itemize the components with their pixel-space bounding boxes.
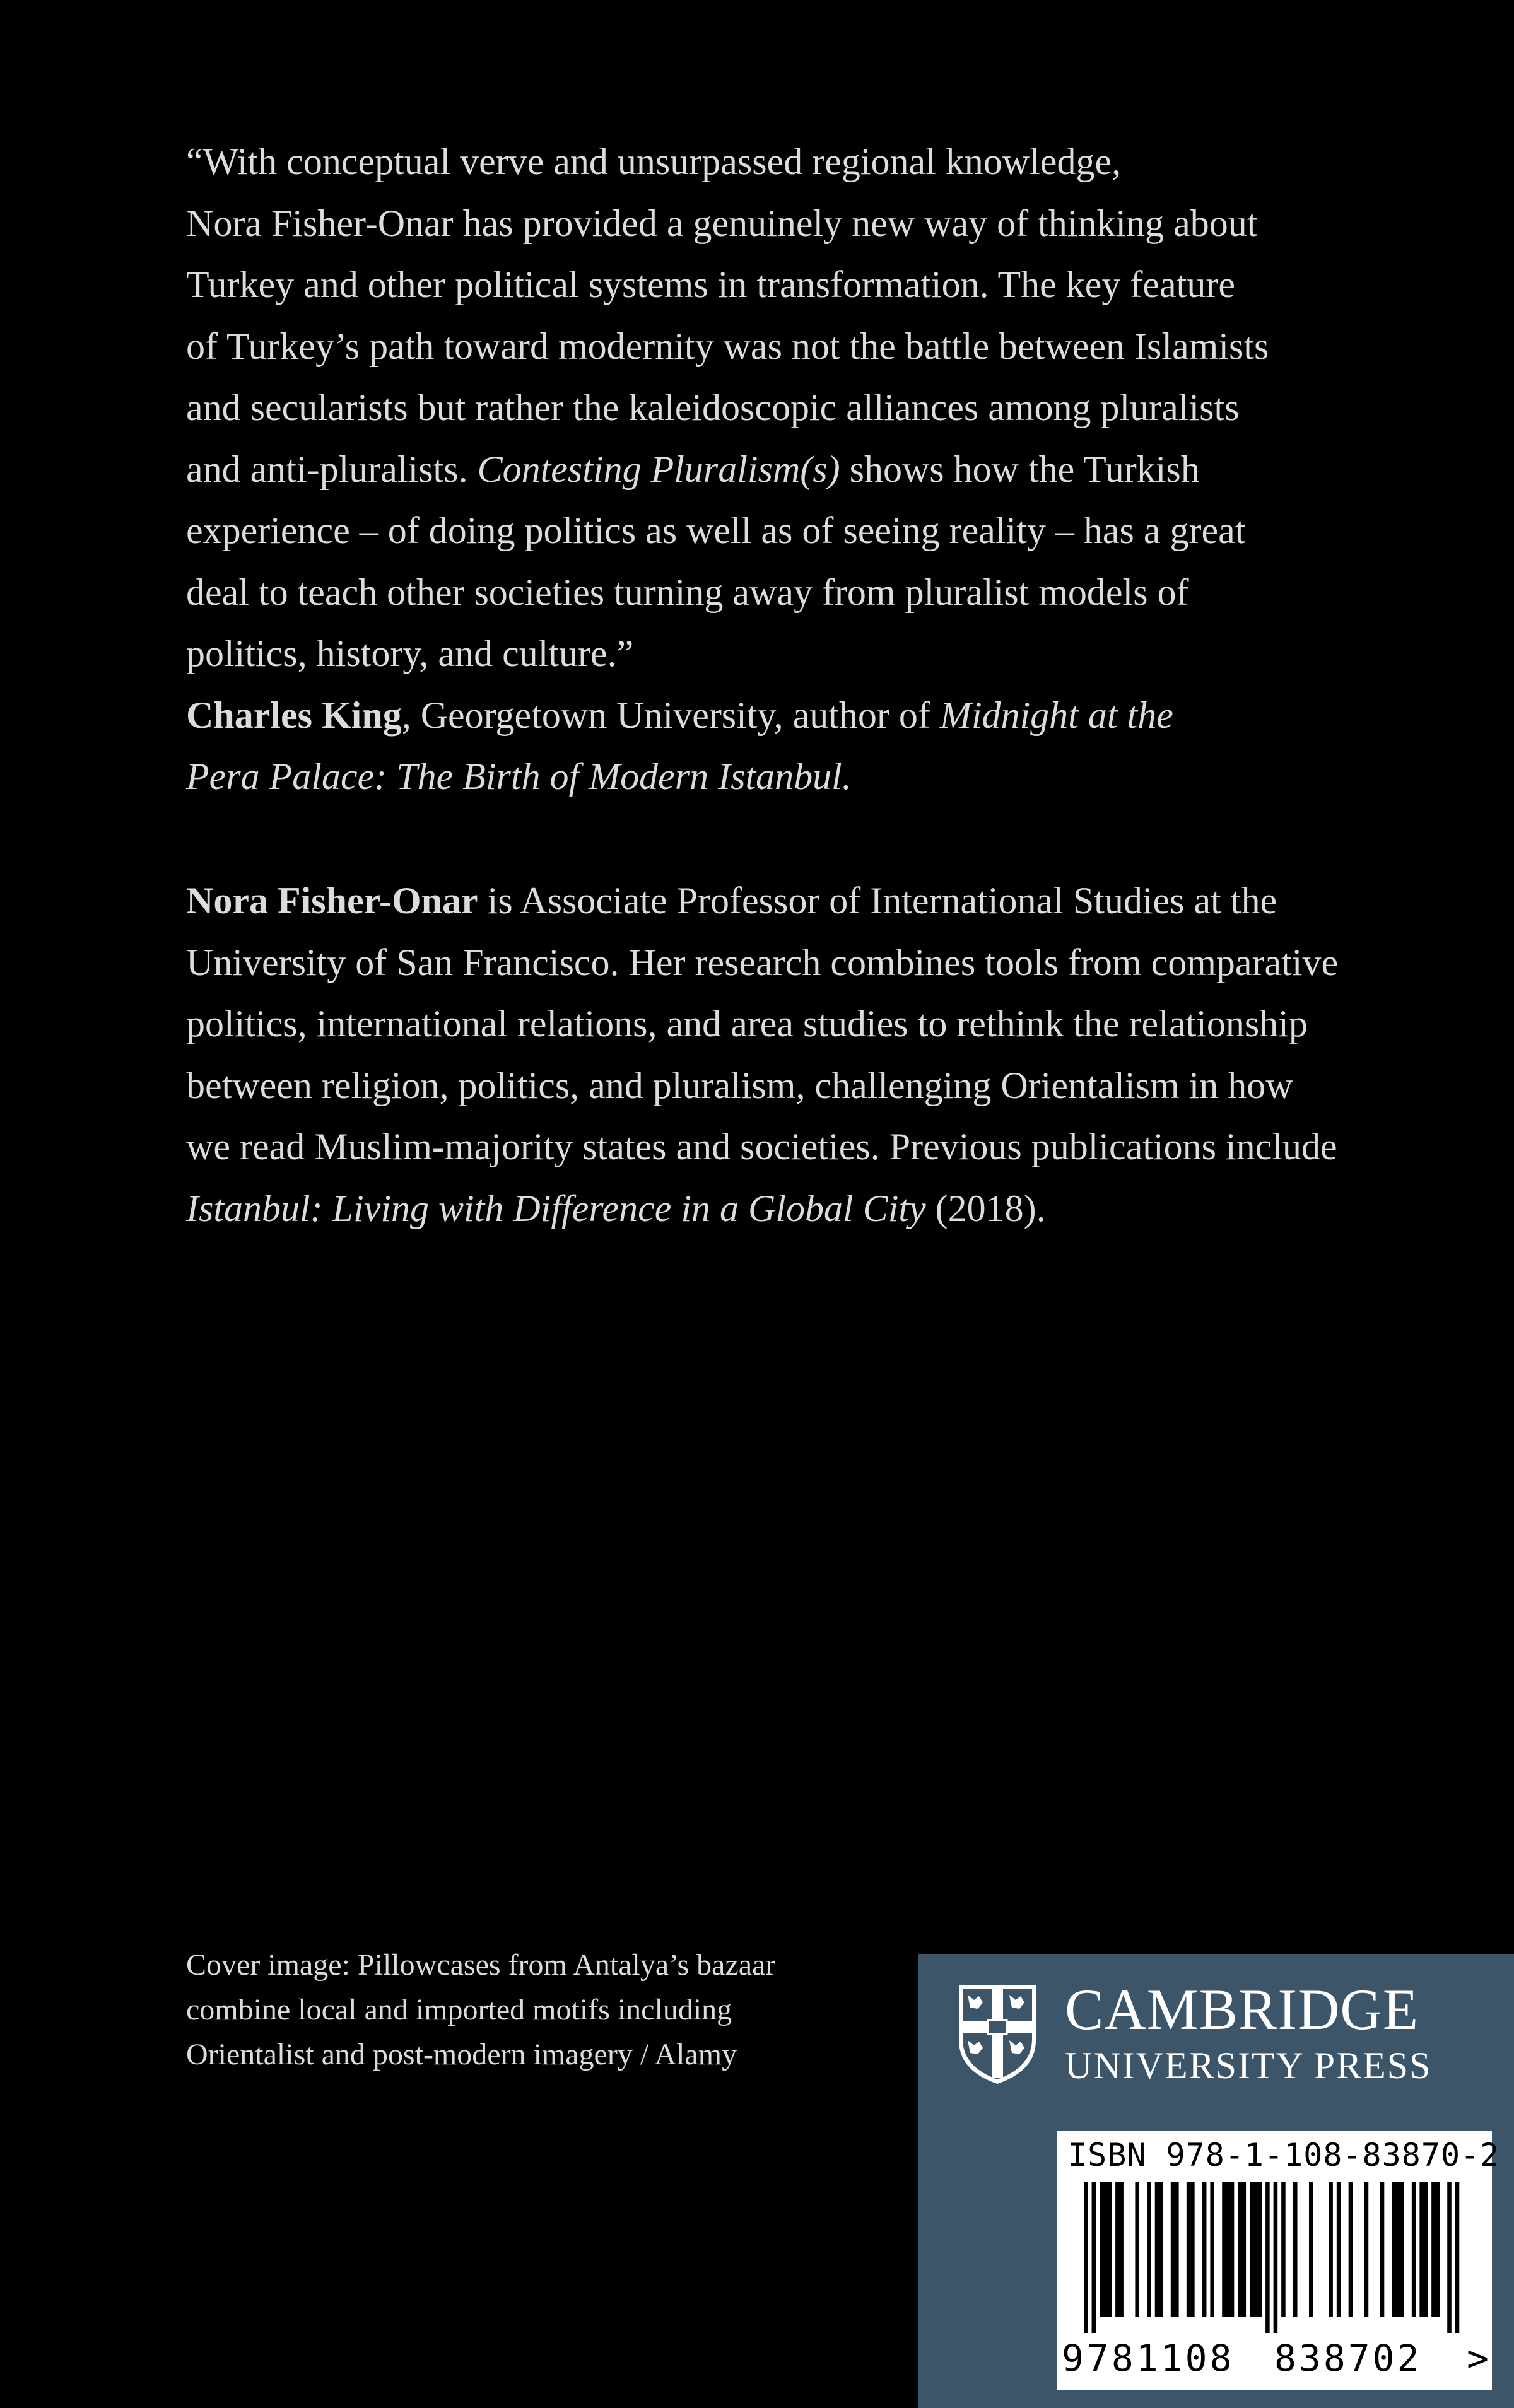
text-segment: is Associate Professor of International Studies at the: [478, 880, 1277, 921]
barcode-bar: [1274, 2182, 1278, 2333]
author-bio-line: [186, 1178, 1423, 1240]
italic-text: Midnight at the: [939, 694, 1173, 736]
publisher-panel: [918, 1954, 1514, 2408]
barcode-bar: [1435, 2182, 1440, 2317]
endorsement-line: [186, 623, 1423, 685]
text-segment: Turkey and other political systems in transformation. The key feature: [186, 264, 1235, 305]
italic-text: Contesting Pluralism(s): [477, 448, 840, 490]
barcode-bar: [1230, 2182, 1235, 2317]
barcode: [1057, 2131, 1500, 2390]
barcode-bar: [1171, 2182, 1175, 2317]
text-segment: deal to teach other societies turning away from pluralist models of: [186, 571, 1189, 613]
publisher-name: CAMBRIDGE: [1065, 1977, 1419, 2042]
endorsement-line: [186, 193, 1423, 255]
text-segment: University of San Francisco. Her research combines tools from comparative: [186, 941, 1339, 983]
barcode-bar: [1412, 2182, 1416, 2317]
barcode-bar: [1329, 2182, 1333, 2317]
text-segment: shows how the Turkish: [840, 448, 1200, 490]
text-segment: experience – of doing politics as well as of seeing reality – has a great: [186, 510, 1246, 551]
barcode-bar: [1309, 2182, 1313, 2317]
barcode-bar: [1258, 2182, 1262, 2317]
barcode-bar: [1281, 2182, 1286, 2317]
author-bio-line: [186, 993, 1423, 1055]
barcode-bar: [1380, 2182, 1385, 2317]
barcode-bar: [1253, 2182, 1258, 2317]
barcode-bar: [1202, 2182, 1207, 2317]
barcode-bar: [1100, 2182, 1104, 2317]
barcode-bar: [1119, 2182, 1124, 2317]
text-segment: and secularists but rather the kaleidoscopic alliances among pluralists: [186, 387, 1240, 428]
barcode-bar: [1187, 2182, 1191, 2317]
barcode-bar: [1115, 2182, 1120, 2317]
barcode-bar: [1447, 2182, 1452, 2333]
author-bio-line: [186, 932, 1423, 994]
endorsement-line: [186, 500, 1423, 562]
barcode-digits-right: 838702: [1274, 2337, 1422, 2380]
text-segment: we read Muslim-majority states and societies. Previous publications include: [186, 1126, 1337, 1167]
italic-text: Pera Palace: The Birth of Modern Istanbul.: [186, 756, 852, 797]
credit-line: Cover image: Pillowcases from Antalya’s bazaar: [186, 1948, 776, 1982]
endorsement-line: [186, 316, 1423, 378]
text-segment: “With conceptual verve and unsurpassed regional knowledge,: [186, 141, 1122, 182]
barcode-bar: [1349, 2182, 1353, 2317]
endorsement-line: [186, 685, 1423, 747]
barcode-bar: [1392, 2182, 1397, 2317]
barcode-bars: [1066, 2182, 1482, 2333]
text-segment: politics, history, and culture.”: [186, 633, 634, 674]
italic-text: Istanbul: Living with Difference in a Global City: [186, 1187, 926, 1229]
credit-line: combine local and imported motifs including: [186, 1993, 732, 2026]
text-segment: politics, international relations, and area studies to rethink the relationship: [186, 1003, 1308, 1044]
barcode-bar: [1175, 2182, 1179, 2317]
text-segment: Nora Fisher-Onar has provided a genuinely new way of thinking about: [186, 202, 1258, 244]
barcode-bar: [1242, 2182, 1247, 2317]
bold-text: Nora Fisher-Onar: [186, 880, 478, 921]
barcode-bar: [1084, 2182, 1088, 2333]
barcode-digit-lead: 9: [1062, 2337, 1084, 2380]
barcode-bar: [1455, 2182, 1460, 2333]
endorsement-line: [186, 562, 1423, 624]
author-bio-line: [186, 1055, 1423, 1117]
endorsement-line: [186, 254, 1423, 316]
barcode-bar: [1238, 2182, 1242, 2317]
author-bio-line: [186, 870, 1423, 932]
barcode-digits-left: 781108: [1087, 2337, 1235, 2380]
text-segment: of Turkey’s path toward modernity was not the battle between Islamists: [186, 325, 1269, 367]
barcode-bar: [1293, 2182, 1298, 2317]
barcode-bar: [1226, 2182, 1230, 2317]
barcode-bar: [1396, 2182, 1400, 2317]
barcode-bar: [1337, 2182, 1341, 2317]
publisher-subtitle: UNIVERSITY PRESS: [1065, 2045, 1432, 2086]
barcode-bar: [1419, 2182, 1424, 2317]
isbn-label: ISBN 978-1-108-83870-2: [1068, 2137, 1500, 2173]
endorsement-line: [186, 377, 1423, 439]
barcode-bar: [1250, 2182, 1254, 2317]
barcode-bar: [1364, 2182, 1369, 2317]
cover-image-credit: [186, 1943, 899, 2077]
credit-line: Orientalist and post-modern imagery / Alamy: [186, 2038, 737, 2071]
text-segment: between religion, politics, and pluralism, challenging Orientalism in how: [186, 1064, 1293, 1106]
author-bio: [186, 870, 1423, 1239]
endorsement-line: [186, 131, 1423, 193]
author-bio-line: [186, 1116, 1423, 1178]
barcode-bar: [1400, 2182, 1404, 2317]
barcode-bar: [1092, 2182, 1096, 2333]
barcode-bar: [1108, 2182, 1112, 2317]
barcode-bar: [1155, 2182, 1159, 2317]
cambridge-crest-icon: [956, 1982, 1038, 2086]
text-segment: , Georgetown University, author of: [401, 694, 940, 736]
endorsement-quote: [186, 131, 1423, 808]
barcode-bar: [1265, 2182, 1270, 2333]
barcode-arrow: >: [1467, 2337, 1489, 2380]
endorsement-line: [186, 746, 1423, 808]
barcode-digits: [1057, 2333, 1492, 2383]
text-segment: (2018).: [925, 1187, 1046, 1229]
barcode-bar: [1190, 2182, 1195, 2317]
barcode-bar: [1431, 2182, 1436, 2317]
endorsement-line: [186, 439, 1423, 501]
barcode-bar: [1222, 2182, 1226, 2317]
barcode-bar: [1147, 2182, 1151, 2317]
barcode-bar: [1135, 2182, 1139, 2317]
barcode-bar: [1424, 2182, 1428, 2317]
bold-text: Charles King: [186, 694, 402, 736]
barcode-bar: [1159, 2182, 1163, 2317]
barcode-bar: [1210, 2182, 1214, 2317]
text-segment: and anti-pluralists.: [186, 448, 478, 490]
barcode-bar: [1103, 2182, 1108, 2317]
